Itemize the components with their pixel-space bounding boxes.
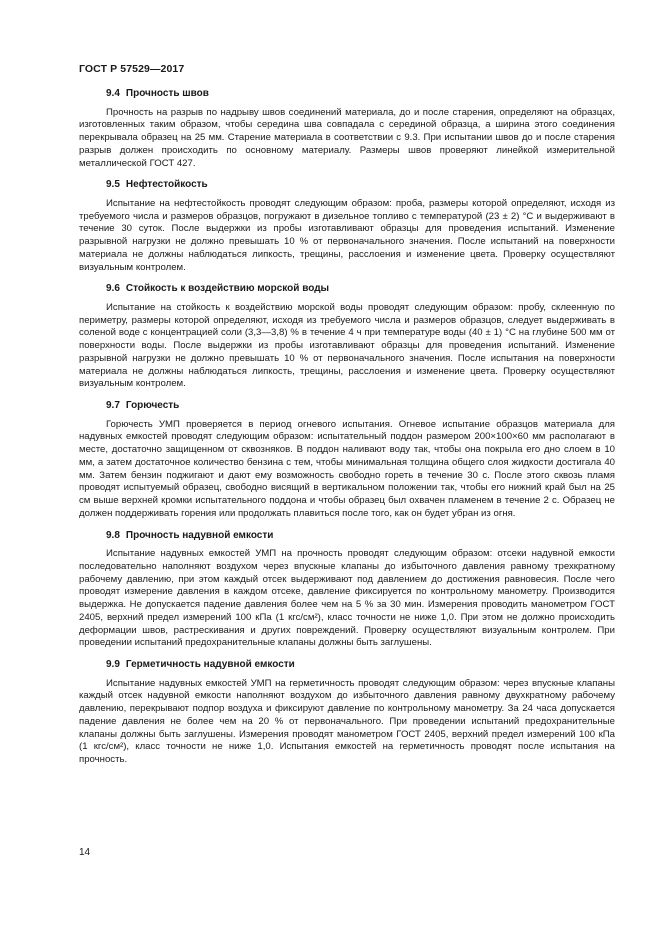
section-9-7: [79, 399, 615, 521]
section-9-4: [79, 87, 615, 170]
section-9-8: [79, 529, 615, 651]
section-number: 9.5: [106, 179, 120, 191]
section-title: Герметичность надувной емкости: [125, 659, 295, 670]
section-number: 9.9: [106, 659, 120, 670]
section-title: Нефтестойкость: [125, 179, 208, 191]
document-body: [79, 87, 615, 775]
section-paragraph: Испытание надувных емкостей УМП на прочность проводят следующим образом: отсеки надувной емкости последовательно наполняют воздухом через впускные клапаны до избыточного давления равному трехкратному рабочему давлению, при этом каждый отсек выдерживают под давлением до достижения равновесия. После чего проводят измерение давления в каждом отсеке, давление фиксируется по контрольному манометру. Производится выдержка. Не допускается падение давления более чем на 5 % за 30 мин. Измерения проводить манометром ГОСТ 2405, верхний предел измерений 100 кПа (1 кгс/см²), класс точности не ниже 1,0. При этом не должно происходить деформации швов, растрескивания и других повреждений. Проверку осуществляют визуальным контролем. При проведении испытаний предохранительные клапаны должны быть заглушены.: [79, 548, 615, 649]
section-paragraph: Прочность на разрыв по надрыву швов соединений материала, до и после старения, определяют на образцах, изготовленных таким образом, чтобы середина шва совпадала с серединой образца, а ширина этого соединения перекрывала образец на 25 мм. Старение материала в соответствии с 9.3. При испытании швов до и после старения разрыв должен происходить по основному материалу. Размеры швов проверяют линейкой измерительной металлической ГОСТ 427.: [79, 106, 615, 169]
section-paragraph: Испытание на стойкость к воздействию морской воды проводят следующим образом: пробу, склеенную по периметру, размеры которой определяют, исходя из требуемого числа и размеров образцов, следует выдерживать в соленой воде с концентрацией соли (3,3—3,8) % в течение 4 ч при температуре воды (40 ± 1) °С на глубине 500 мм от поверхности воды. После выдержки из пробы изготавливают образцы для проведения испытаний. Изменение разрывной нагрузки не должно превышать 10 % от первоначального значения. После испытания на поверхности материала не должны наблюдаться липкость, трещины, расслоения и изменение цвета. Проверку осуществляют визуальным контролем.: [79, 301, 615, 390]
section-9-5: [79, 178, 615, 274]
section-number: 9.7: [106, 400, 120, 411]
section-title: Прочность швов: [125, 88, 209, 99]
section-heading: [79, 529, 615, 543]
document-code-header: ГОСТ Р 57529—2017: [79, 63, 185, 75]
section-number: 9.4: [106, 88, 120, 99]
section-paragraph: Испытание на нефтестойкость проводят следующим образом: проба, размеры которой определяют, исходя из требуемого числа и размеров образцов, погружают в дизельное топливо с температурой (23 ± 2) °С и выдерживают в течение 30 суток. После выдержки из пробы изготавливают образцы для проведения испытаний. Изменение разрывной нагрузки не должно превышать 10 % от первоначального значения. После испытаний на поверхности материала не должны наблюдаться липкость, трещины, расслоения и изменение цвета. Проверку осуществляют визуальным контролем.: [79, 197, 615, 273]
section-heading: [79, 399, 615, 413]
section-title: Стойкость к воздействию морской воды: [125, 283, 330, 295]
section-heading: [79, 178, 615, 192]
section-9-9: [79, 658, 615, 767]
section-title: Прочность надувной емкости: [125, 529, 274, 541]
section-heading: [79, 282, 615, 296]
section-paragraph: Испытание надувных емкостей УМП на герметичность проводят следующим образом: через впускные клапаны каждый отсек надувной емкости наполняют воздухом до избыточного давления равному двухкратному рабочему давлению, перекрывают подпор воздуха и фиксируют давление по контрольному манометру. За 24 часа допускается падение давления не более чем на 20 % от первоначального. При проведении испытаний предохранительные клапаны должны быть заглушены. Измерения проводят манометром ГОСТ 2405, верхний предел измерений 100 кПа (1 кгс/см²), класс точности не ниже 1,0. Испытания емкостей на герметичность проводят после испытания на прочность.: [79, 677, 615, 765]
section-number: 9.8: [106, 529, 120, 541]
section-heading: [79, 658, 615, 672]
section-heading: [79, 87, 615, 101]
section-number: 9.6: [106, 283, 120, 295]
section-9-6: [79, 282, 615, 391]
section-paragraph: Горючесть УМП проверяется в период огневого испытания. Огневое испытание образцов материала для надувных емкостей проводят следующим образом: испытательный поддон размером 200×100×60 мм располагают в месте, достаточно защищенном от сквозняков. В поддон наливают воду так, чтобы она покрыла его дно слоем в 10 мм, а затем достаточное количество бензина с тем, чтобы минимальная толщина общего слоя жидкости достигала 40 мм. Затем бензин поджигают и дают ему возможность свободно гореть в течение 30 с. После этого сквозь пламя проводят испытуемый образец, свободно висящий в вертикальном положении так, чтобы его нижний край был на 25 см выше верхней кромки испытательного поддона и чтобы образец был охвачен пламенем в течение 2 с. Образец не должен поддерживать горения или продолжать плавиться после того, как он будет убран из огня.: [79, 418, 615, 519]
page-number: 14: [79, 847, 91, 858]
section-title: Горючесть: [125, 400, 180, 411]
